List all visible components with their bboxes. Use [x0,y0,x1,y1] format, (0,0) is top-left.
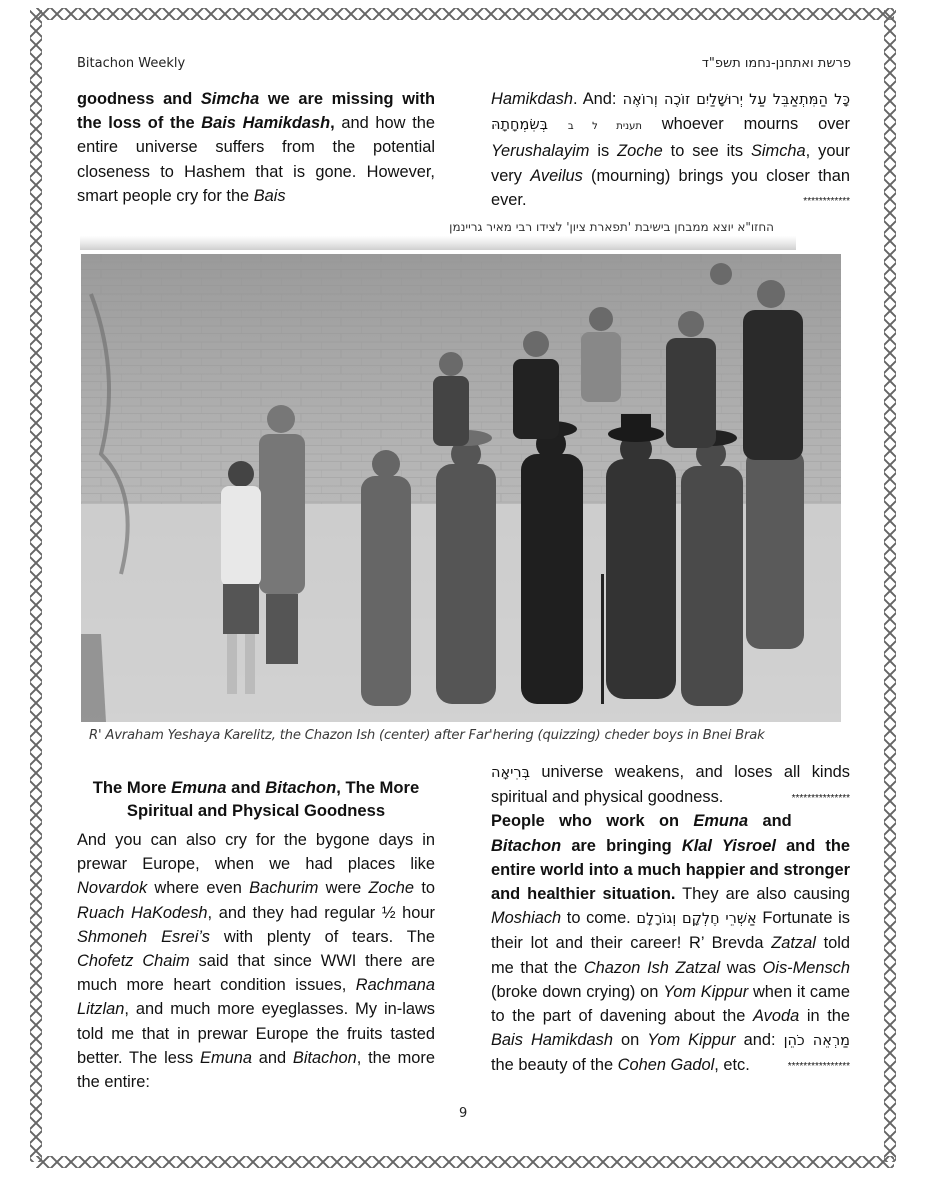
section-divider-stars: *************** [791,793,850,805]
italic-text: Zoche [368,879,415,898]
walking-cane [601,574,604,704]
italic-text: Emuna [200,1048,252,1067]
body-text: whoever mourns over [641,115,850,134]
historical-photograph [81,254,841,722]
italic-text: Aveilus [530,166,583,185]
italic-text: Cohen Gadol [617,1056,715,1075]
body-text: , etc. [714,1056,750,1075]
column-top-left [77,87,435,208]
bold-italic-text: Simcha [200,90,260,108]
photo-header-band [80,218,796,250]
body-text: told me that the [491,934,850,977]
body-text: is [589,142,618,161]
body-text: , and they had regular ½ hour [207,903,435,922]
italic-text: Bachurim [249,879,319,898]
italic-text: Bais [253,186,286,205]
section-divider-stars: **************** [787,1061,850,1073]
body-text: when it came to the part of davening about the [491,982,850,1026]
bold-text: , [330,114,335,133]
bold-italic-text: Klal Yisroel [681,836,776,855]
column-top-right [491,87,850,214]
photo-caption: R' Avraham Yeshaya Karelitz, the Chazon Ish (center) after Far'hering (quizzing) cheder boys in Bnei Brak [89,728,765,743]
page-number: 9 [459,1106,468,1121]
italic-text: Novardok [77,879,148,898]
italic-text: Bais Hamikdash [491,1031,613,1050]
body-text: and: [735,1031,784,1050]
body-text: , your very [491,142,851,185]
italic-text: Avoda [753,1007,800,1026]
hebrew-quote: כָּל הַמִּתְאַבֵּל עַל יְרוּשָׁלַיִם זוֹכֶה וְרוֹאֶה בְּשִׂמְחָתָהּ [491,92,851,134]
heading-text: , The More Spiritual and Physical Goodness [126,778,420,820]
body-text: , the more the entire: [77,1048,435,1092]
paragraph [77,828,435,1094]
paragraph [491,809,850,1077]
paragraph [77,87,435,208]
body-text: and how the entire universe suffers from the potential closeness to Hashem that is gone. However, smart people cry for the [77,114,435,205]
body-text: and [251,1048,293,1067]
hebrew-source-citation: תענית ל ב [567,121,642,133]
italic-text: Simcha [750,142,806,161]
body-text: were [318,879,369,898]
decorative-border-left [30,10,42,1162]
bold-italic-text: Bitachon [491,836,562,855]
body-text: , and much more eyeglasses. My in-laws told me that in prewar Europe the fruits tasted better. The less [77,1000,435,1067]
paragraph [491,87,850,212]
italic-text: Ruach HaKodesh [77,903,208,922]
italic-text: Ois-Mensch [762,958,850,977]
italic-text: Zatzal [771,934,816,953]
body-text: to come. [561,909,637,928]
body-text: universe weakens, and loses all kinds spiritual and physical goodness. [491,763,850,807]
body-text: on [612,1031,648,1050]
italic-text: Zoche [617,142,663,161]
italic-text: Hamikdash [491,90,573,108]
heading-text: and [226,778,266,797]
parsha-title: פרשת ואתחנן-נחמו תשפ"ד [701,56,851,71]
heading-italic-text: Bitachon [265,778,337,797]
decorative-border-top [36,8,894,20]
body-text: to see its [662,142,751,161]
paragraph [491,760,850,809]
body-text: (mourning) brings you closer than ever. [491,166,850,209]
body-text: in the [799,1007,850,1026]
body-text: was [720,958,763,977]
bold-text: and the entire world into a much happier and stronger and healthier situation. [491,836,850,904]
bold-text: we are missing with the loss of the [77,90,436,133]
italic-text: Moshiach [491,909,562,928]
italic-text: Yom Kippur [647,1031,736,1050]
hebrew-quote: אַשְׁרֵי חֶלְקָם וְגוֹרָלָם [636,911,757,928]
heading-text: The More [92,778,172,797]
body-text: the beauty of the [491,1056,618,1075]
hebrew-quote: מַרְאֵה כֹהֵן [783,1033,850,1050]
section-divider-stars: ************ [803,195,850,207]
body-text: where even [147,879,250,898]
column-bottom-right [491,760,850,1080]
body-text: with plenty of tears. The [209,927,436,946]
photo-hebrew-caption: החזו"א יוצא ממבחן בישיבת 'תפארת ציון' לצידו רבי מאיר גריינמן [449,220,774,234]
publication-title: Bitachon Weekly [77,56,186,71]
decorative-border-bottom [36,1156,894,1168]
body-text: (broke down crying) on [491,982,664,1001]
decorative-border-right [884,10,896,1162]
body-text: . And: [573,90,623,108]
body-text: They are also causing [675,885,850,904]
body-text: And you can also cry for the bygone days in prewar Europe, when we had places like [77,831,435,874]
body-text: to [414,879,435,898]
italic-text: Shmoneh Esrei’s [77,927,210,946]
italic-text: Chofetz Chaim [77,952,190,971]
column-bottom-left [77,776,435,1094]
bold-text: goodness and [77,90,201,108]
italic-text: Bitachon [292,1048,357,1067]
bold-italic-text: Bais Hamikdash [201,114,331,133]
photo-illustration [81,254,841,722]
hebrew-word: בְּרִיאָה [491,765,530,781]
section-heading [77,776,435,822]
italic-text: Rachmana Litzlan [77,976,435,1019]
heading-italic-text: Emuna [171,778,227,797]
bold-text: and [748,812,792,831]
bold-text: People who work on [491,812,694,831]
italic-text: Yom Kippur [663,982,749,1001]
italic-text: Chazon Ish Zatzal [583,958,721,977]
body-text: Fortunate is their lot and their career! R’ Brevda [491,909,851,953]
italic-text: Yerushalayim [491,142,590,161]
bold-italic-text: Emuna [693,812,749,831]
bold-text: are bringing [561,836,682,855]
body-text: said that since WWI there are much more heart condition issues, [77,952,435,995]
